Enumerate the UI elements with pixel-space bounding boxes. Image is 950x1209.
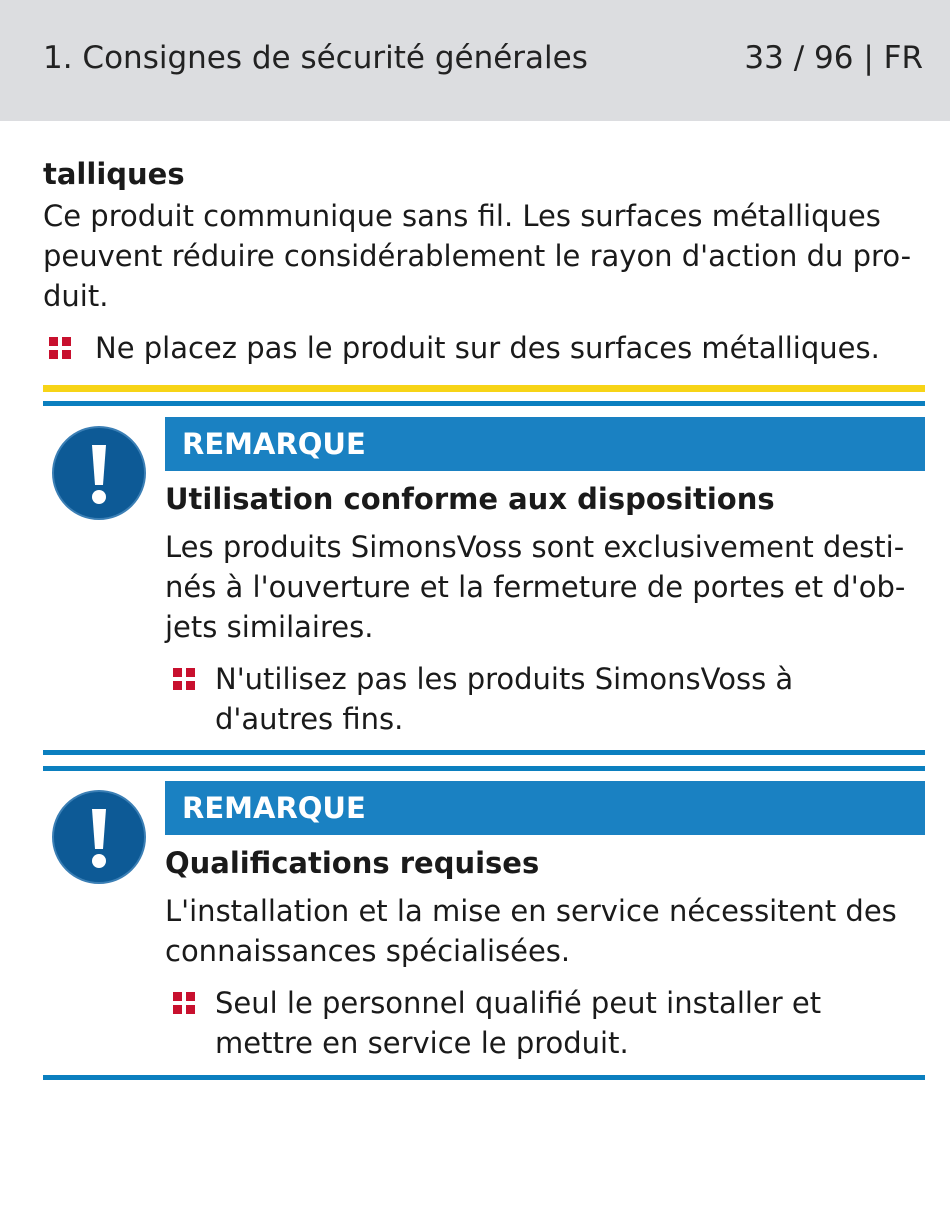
red-square-bullet-icon (49, 337, 71, 359)
bullet-line: Seul le personnel qualifié peut installer et (215, 986, 822, 1020)
bullet-line: mettre en service le produit. (215, 1026, 629, 1060)
red-square-bullet-icon (173, 668, 195, 690)
notice-text (165, 891, 925, 971)
page-header (0, 0, 950, 121)
notice-heading: Utilisation conforme aux dispositions (165, 482, 775, 516)
divider-blue (43, 750, 925, 755)
notice-heading: Qualifications requises (165, 846, 540, 880)
red-square-bullet-icon (173, 992, 195, 1014)
paragraph-line: duit. (43, 279, 109, 313)
bullet-item (43, 328, 925, 368)
notice-bullet-text (215, 659, 793, 739)
paragraph-line: Ce produit communique sans fil. Les surfaces métalliques (43, 199, 881, 233)
section-paragraph (43, 196, 925, 316)
intro-section (43, 152, 925, 368)
notice-bullet-text (215, 983, 821, 1063)
notice-text (165, 527, 925, 647)
divider-blue (43, 401, 925, 406)
divider-blue (43, 1075, 925, 1080)
bullet-text: Ne placez pas le produit sur des surfaces métalliques. (95, 331, 880, 365)
chapter-title: 1. Consignes de sécurité générales (43, 40, 588, 76)
notice-text-line: jets similaires. (165, 610, 374, 644)
section-subheading: talliques (43, 157, 185, 191)
divider-blue (43, 766, 925, 771)
notice-label: REMARQUE (165, 417, 925, 471)
notice-bullet-item (165, 983, 925, 1063)
notice-text-line: nés à l'ouverture et la fermeture de portes et d'ob- (165, 570, 906, 604)
page-indicator: 33 / 96 | FR (744, 40, 923, 76)
paragraph-line: peuvent réduire considérablement le rayon d'action du pro- (43, 239, 912, 273)
notice-text-line: connaissances spécialisées. (165, 934, 571, 968)
notice-bullet-item (165, 659, 925, 739)
notice-text-line: L'installation et la mise en service nécessitent des (165, 894, 897, 928)
notice-text-line: Les produits SimonsVoss sont exclusivement desti- (165, 530, 905, 564)
bullet-line: N'utilisez pas les produits SimonsVoss à (215, 662, 794, 696)
notice-body (165, 417, 925, 739)
divider-yellow (43, 385, 925, 392)
exclamation-circle-icon (51, 789, 147, 885)
exclamation-circle-icon (51, 425, 147, 521)
bullet-line: d'autres fins. (215, 702, 404, 736)
notice-label: REMARQUE (165, 781, 925, 835)
notice-body (165, 781, 925, 1063)
